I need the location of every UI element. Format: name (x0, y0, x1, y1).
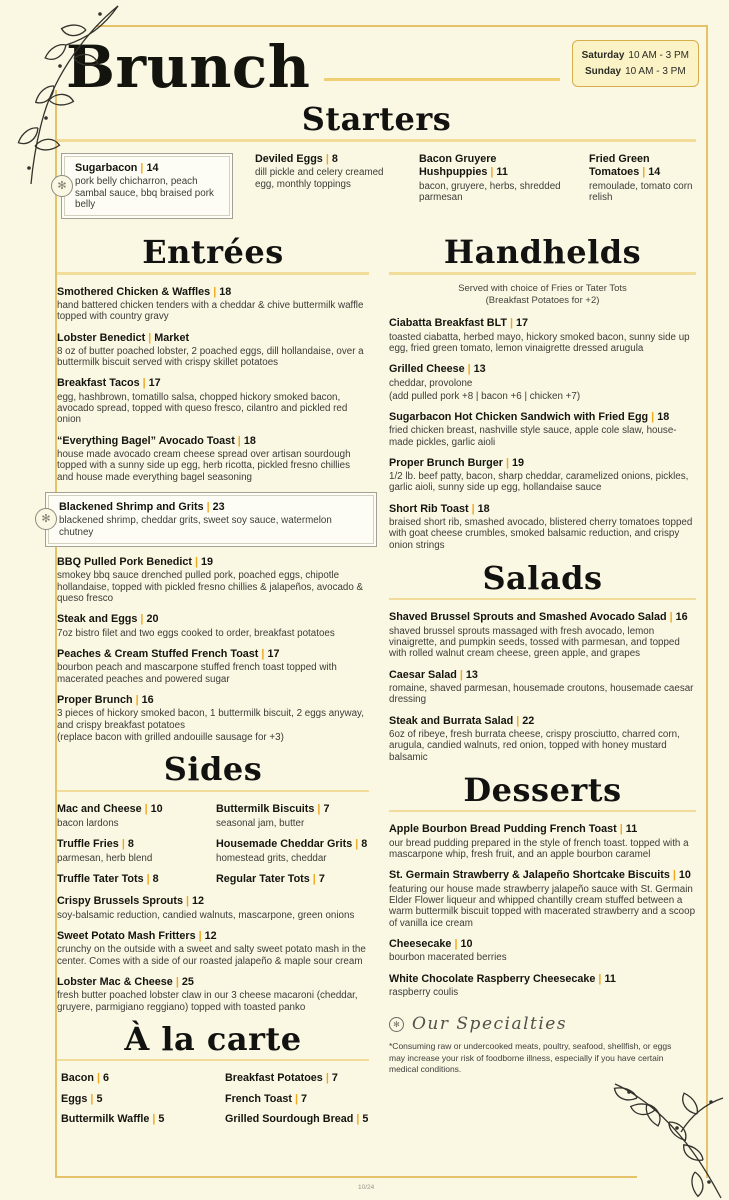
item-name: Sugarbacon (75, 161, 138, 174)
page-title: Brunch (66, 33, 311, 101)
item-name: Ciabatta Breakfast BLT (389, 317, 507, 330)
item-description: bourbon macerated berries (389, 952, 507, 964)
menu-item (216, 803, 369, 829)
item-name-line (57, 435, 369, 448)
item-name: BBQ Pulled Pork Benedict (57, 555, 192, 568)
price-separator: | (135, 693, 139, 706)
menu-item (389, 938, 696, 964)
item-name-line (61, 1113, 211, 1126)
item-description: 6oz of ribeye, fresh burrata cheese, crispy prosciutto, charred corn, arugula, candied walnuts, red onion, topped with honey mustard balsamic (389, 729, 680, 763)
item-description: crunchy on the outside with a sweet and salty sweet potato mash in the center. Comes with a side of our roasted jalapeño & maple sour cream (57, 944, 366, 967)
menu-item (57, 613, 369, 639)
section-title-starters: Starters (301, 100, 452, 138)
price-separator: | (237, 434, 241, 447)
item-name: French Toast (225, 1092, 292, 1105)
price-separator: | (459, 668, 463, 681)
item-price: 11 (496, 165, 508, 178)
menu-item (389, 669, 696, 706)
price-separator: | (140, 612, 144, 625)
item-name: Deviled Eggs (255, 152, 323, 165)
price-separator: | (146, 872, 150, 885)
item-name-line (389, 503, 696, 516)
item-name: Blackened Shrimp and Grits (59, 500, 204, 513)
section-sides (57, 752, 369, 1012)
item-name-line (216, 803, 369, 816)
menu-item (389, 611, 696, 659)
price-separator: | (598, 972, 602, 985)
price-separator: | (317, 803, 321, 816)
section-sides-head (57, 752, 369, 792)
item-name: Crispy Brussels Sprouts (57, 894, 184, 907)
price-separator: | (206, 500, 210, 513)
section-salads (389, 558, 696, 763)
item-price: 23 (212, 500, 225, 513)
item-name-line (57, 613, 369, 626)
right-column (389, 229, 696, 1133)
item-name-line (589, 153, 711, 179)
menu-item (61, 1113, 211, 1126)
menu-item (389, 869, 696, 928)
item-price: 5 (158, 1112, 165, 1125)
section-title-handhelds: Handhelds (443, 232, 642, 271)
item-description: 3 pieces of hickory smoked bacon, 1 buttermilk biscuit, 2 eggs anyway, and crispy breakfast potatoes (57, 708, 364, 731)
item-name: “Everything Bagel” Avocado Toast (57, 434, 235, 447)
item-name: Cheesecake (389, 937, 452, 950)
gold-rule (57, 272, 369, 275)
section-starters (57, 102, 696, 219)
item-description: egg, hashbrown, tomatillo salsa, chopped hickory smoked bacon, avocado spread, topped with queso fresco, cilantro and pickled red onion (57, 392, 348, 426)
item-name-line (389, 411, 696, 424)
item-description: fried chicken breast, nashville style sauce, apple cole slaw, house-made pickles, garlic aioli (389, 425, 677, 448)
consumer-advisory: *Consuming raw or undercooked meats, poultry, seafood, shellfish, or eggs may increase your risk of foodborne illness, especially if you have certain medical conditions. (389, 1041, 672, 1075)
item-description: shaved brussel sprouts massaged with fresh avocado, lemon vinaigrette, and pumpkin seeds, tossed with parmesan, and topped with rolled walnut cream cheese, green apple, and grapes (389, 626, 680, 660)
frame-top-line (96, 25, 708, 27)
item-name-line (61, 1072, 211, 1085)
menu-header (66, 33, 699, 101)
item-name: Proper Brunch (57, 693, 133, 706)
item-name: Sweet Potato Mash Fritters (57, 929, 196, 942)
item-name: Lobster Mac & Cheese (57, 975, 173, 988)
item-price: 7 (331, 1072, 338, 1085)
item-name-line (57, 648, 369, 661)
item-price: 12 (192, 894, 205, 907)
menu-item (57, 895, 369, 921)
menu-item (57, 377, 369, 425)
item-price: 17 (516, 317, 529, 330)
section-handhelds-head (389, 232, 696, 275)
branch-decoration-icon (611, 1072, 729, 1200)
item-price: 7 (301, 1092, 308, 1105)
item-description: cheddar, provolone (389, 377, 473, 389)
item-description-note: (add pulled pork +8 | bacon +6 | chicken +7) (389, 390, 581, 402)
price-separator: | (454, 937, 458, 950)
item-price: 12 (204, 929, 217, 942)
item-description: hand battered chicken tenders with a cheddar & chive buttermilk waffle topped with country gravy (57, 300, 364, 323)
item-name-line (216, 838, 369, 851)
item-name: Breakfast Potatoes (225, 1072, 323, 1085)
price-separator: | (471, 502, 475, 515)
price-separator: | (312, 872, 316, 885)
item-price: 20 (146, 612, 159, 625)
price-separator: | (356, 1112, 360, 1125)
item-description: 8 oz of butter poached lobster, 2 poached eggs, dill hollandaise, over a buttermilk biscuit served with crispy skillet potatoes (57, 346, 364, 369)
item-name: Steak and Eggs (57, 612, 138, 625)
section-title-entrees: Entrées (142, 232, 284, 271)
section-starters-head (57, 102, 696, 142)
menu-item (57, 556, 369, 604)
item-price: 19 (201, 555, 214, 568)
specialty-starburst-icon: ✻ (35, 508, 57, 530)
price-separator: | (651, 410, 655, 423)
item-description: seasonal jam, butter (216, 817, 305, 829)
gold-rule (57, 139, 696, 142)
item-name-line (75, 162, 222, 175)
item-name: Apple Bourbon Bread Pudding French Toast (389, 823, 617, 836)
item-price: 14 (146, 161, 159, 174)
item-description-note: (replace bacon with grilled andouille sausage for +3) (57, 732, 284, 744)
hours-line (582, 48, 689, 64)
menu-item (389, 973, 696, 999)
item-name: Housemade Cheddar Grits (216, 837, 353, 850)
hours-time: 10 AM - 3 PM (625, 65, 686, 77)
item-description: dill pickle and celery creamed egg, monthly toppings (255, 167, 384, 190)
item-price: 5 (96, 1092, 103, 1105)
alacarte-columns (57, 1072, 369, 1133)
item-name-line (389, 938, 696, 951)
item-description: braised short rib, smashed avocado, blistered cherry tomatoes topped with goat cheese crumbles, smoked balsamic reduction, and crispy onion strings (389, 517, 693, 551)
section-entrees-head (57, 232, 369, 275)
price-separator: | (325, 152, 329, 165)
item-price: 10 (678, 869, 691, 882)
menu-item (61, 1072, 211, 1085)
section-alacarte (57, 1019, 369, 1133)
starters-items (57, 153, 696, 219)
item-name-line (389, 715, 696, 728)
item-name: Buttermilk Waffle (61, 1112, 150, 1125)
item-description: remoulade, tomato corn relish (589, 180, 693, 203)
menu-item (589, 153, 711, 203)
item-price: 8 (127, 837, 134, 850)
item-description: homestead grits, cheddar (216, 852, 327, 864)
item-price: 25 (181, 975, 194, 988)
price-separator: | (175, 975, 179, 988)
item-price: 17 (148, 377, 161, 390)
menu-item (389, 363, 696, 401)
item-description: 7oz bistro filet and two eggs cooked to order, breakfast potatoes (57, 627, 335, 639)
item-description: soy-balsamic reduction, candied walnuts, mascarpone, green onions (57, 909, 355, 921)
item-description: toasted ciabatta, herbed mayo, hickory smoked bacon, sunny side up egg, fried green tomato, lemon vinaigrette dressed arugula (389, 331, 690, 355)
item-name: Truffle Fries (57, 837, 119, 850)
item-name: Regular Tater Tots (216, 872, 310, 885)
menu-item (225, 1093, 368, 1106)
item-description: romaine, shaved parmesan, housemade croutons, housemade caesar dressing (389, 683, 694, 706)
specialty-starburst-icon: ✻ (389, 1017, 404, 1032)
item-name: Bacon Gruyere Hushpuppies (419, 152, 497, 178)
item-price: 16 (675, 611, 688, 624)
item-price: 10 (460, 937, 473, 950)
item-name-line (57, 556, 369, 569)
title-gold-rule (324, 78, 559, 81)
price-separator: | (213, 285, 217, 298)
item-name-line (389, 457, 696, 470)
menu-item (57, 976, 369, 1013)
item-price: 13 (473, 363, 486, 376)
specialty-starburst-icon: ✻ (51, 175, 73, 197)
item-price: 8 (331, 152, 338, 165)
entrees-items (41, 285, 369, 744)
item-name-line (61, 1093, 211, 1106)
item-description: our bread pudding prepared in the style of french toast. topped with a mascarpone whip, fresh fruit, and an apple bourbon caramel (389, 838, 689, 861)
menu-item (57, 332, 369, 369)
item-name-line (389, 869, 696, 882)
item-name-line (57, 286, 369, 299)
section-handhelds (389, 232, 696, 551)
menu-item (216, 873, 369, 886)
menu-item (57, 694, 369, 744)
item-description: 1/2 lb. beef patty, bacon, sharp cheddar, caramelized onions, pickles, garlic aioli, sunny side up egg, hollandaise sauce (389, 471, 689, 494)
item-name: Grilled Cheese (389, 363, 465, 376)
item-price: 11 (604, 972, 616, 985)
item-description: fresh butter poached lobster claw in our 3 cheese macaroni (cheddar, gruyere, parmigiano reggiano) topped with toasted panko (57, 990, 358, 1013)
menu-item (389, 457, 696, 494)
item-price: 14 (648, 165, 661, 178)
item-name: Sugarbacon Hot Chicken Sandwich with Fried Egg (389, 410, 649, 423)
menu-item (57, 435, 369, 483)
price-separator: | (198, 929, 202, 942)
alacarte-col2 (225, 1072, 368, 1133)
price-separator: | (295, 1092, 299, 1105)
item-name: Steak and Burrata Salad (389, 714, 514, 727)
item-price: 7 (318, 872, 325, 885)
item-price: 7 (323, 803, 330, 816)
menu-item (389, 503, 696, 551)
item-name-line (57, 976, 369, 989)
item-name-line (389, 669, 696, 682)
menu-item (389, 317, 696, 354)
desserts-items (389, 823, 696, 998)
menu-item (225, 1113, 368, 1126)
item-name-line (225, 1113, 368, 1126)
menu-item (57, 648, 369, 685)
item-name: Breakfast Tacos (57, 377, 140, 390)
item-description: bacon, gruyere, herbs, shredded parmesan (419, 180, 561, 203)
item-name: Bacon (61, 1072, 94, 1085)
item-name: White Chocolate Raspberry Cheesecake (389, 972, 596, 985)
item-price: 17 (267, 647, 280, 660)
item-description: bacon lardons (57, 817, 119, 829)
price-separator: | (669, 611, 673, 624)
gold-rule (389, 810, 696, 813)
menu-item (216, 838, 369, 864)
item-price: 10 (150, 803, 163, 816)
handhelds-note (389, 283, 696, 308)
section-title-desserts: Desserts (463, 770, 622, 809)
item-name: Mac and Cheese (57, 803, 142, 816)
item-name-line (57, 803, 204, 816)
price-separator: | (121, 837, 125, 850)
sides-full-items (57, 895, 369, 1013)
price-separator: | (505, 456, 510, 469)
menu-item (57, 930, 369, 967)
price-separator: | (642, 165, 646, 178)
section-desserts-head (389, 770, 696, 813)
price-separator: | (325, 1072, 329, 1085)
item-name: Buttermilk Biscuits (216, 803, 315, 816)
item-name-line (389, 363, 696, 376)
section-title-alacarte: À la carte (124, 1019, 302, 1058)
hours-day: Saturday (581, 50, 625, 61)
section-title-sides: Sides (163, 750, 263, 789)
item-name-line (216, 873, 369, 886)
item-description: smokey bbq sauce drenched pulled pork, poached eggs, chipotle hollandaise, topped with pickled fresno chillies & jalapeños, avocado & queso fresco (57, 570, 364, 604)
item-name: Lobster Benedict (57, 331, 146, 344)
menu-item (61, 1093, 211, 1106)
menu-item (57, 153, 233, 219)
price-separator: | (355, 837, 359, 850)
handhelds-note-line2: (Breakfast Potatoes for +2) (485, 294, 600, 306)
price-separator: | (148, 331, 152, 344)
hours-line (582, 64, 689, 80)
section-entrees (41, 232, 369, 744)
menu-item (255, 153, 397, 190)
item-name-line (59, 501, 366, 514)
price-separator: | (144, 803, 148, 816)
item-price: 19 (512, 456, 525, 469)
item-price: 18 (219, 285, 232, 298)
price-separator: | (186, 894, 190, 907)
item-description: blackened shrimp, cheddar grits, sweet soy sauce, watermelon chutney (59, 515, 332, 538)
item-price: Market (154, 331, 190, 344)
item-price: 22 (522, 714, 535, 727)
item-description: house made avocado cream cheese spread over artisan sourdough topped with a sunny side up egg, herb ricotta, pickled fresno chillies and house made everything bagel seasoning (57, 449, 351, 483)
price-separator: | (490, 165, 494, 178)
specialties-label: Our Specialties (412, 1014, 568, 1035)
item-price: 13 (465, 668, 478, 681)
menu-item (389, 411, 696, 448)
item-name: Truffle Tater Tots (57, 872, 144, 885)
price-separator: | (510, 317, 514, 330)
item-name-line (57, 838, 204, 851)
hours-time: 10 AM - 3 PM (628, 50, 689, 61)
item-name-line (389, 973, 696, 986)
sides-grid-items (57, 803, 369, 895)
section-alacarte-head (57, 1019, 369, 1062)
left-column (41, 229, 369, 1133)
frame-bottom-line (55, 1176, 637, 1178)
item-name: Fried Green Tomatoes (589, 152, 650, 178)
item-price: 8 (361, 837, 368, 850)
item-name-line (57, 930, 369, 943)
menu-item (57, 803, 204, 829)
item-price: 11 (625, 823, 638, 836)
item-price: 18 (243, 434, 256, 447)
price-separator: | (195, 555, 199, 568)
item-name-line (57, 694, 369, 707)
item-name: Grilled Sourdough Bread (225, 1112, 354, 1125)
section-title-salads: Salads (482, 558, 603, 597)
item-name-line (225, 1093, 368, 1106)
menu-item (57, 286, 369, 323)
gold-rule (389, 272, 696, 275)
item-name-line (255, 153, 397, 166)
item-price: 18 (477, 502, 490, 515)
specialties-legend (389, 1014, 696, 1034)
item-name-line (389, 317, 696, 330)
item-name-line (419, 153, 567, 179)
item-description: featuring our house made strawberry jalapeño sauce with St. Germain Elder Flower liqueur and whipped chantilly cream stuffed between a warm buttermilk biscuit topped with macerated strawberry and a scoop of vanilla ice cream (389, 884, 696, 929)
price-separator: | (261, 647, 265, 660)
price-separator: | (672, 869, 676, 882)
handhelds-note-line1: Served with choice of Fries or Tater Tots (458, 282, 627, 294)
item-name: Peaches & Cream Stuffed French Toast (57, 647, 259, 660)
gold-rule (57, 790, 369, 793)
menu-item (225, 1072, 368, 1085)
salads-items (389, 611, 696, 762)
item-name: Smothered Chicken & Waffles (57, 285, 211, 298)
item-price: 16 (141, 693, 154, 706)
price-separator: | (97, 1072, 101, 1085)
gold-rule (57, 1059, 369, 1062)
item-price: 8 (152, 872, 159, 885)
item-name-line (57, 377, 369, 390)
price-separator: | (140, 161, 144, 174)
item-price: 5 (362, 1112, 369, 1125)
hours-badge (572, 40, 699, 87)
price-separator: | (619, 823, 623, 836)
menu-item (419, 153, 567, 203)
menu-columns (41, 229, 696, 1133)
item-name: Proper Brunch Burger (389, 456, 503, 469)
price-separator: | (467, 363, 471, 376)
menu-item (389, 823, 696, 860)
item-name-line (57, 332, 369, 345)
alacarte-col1 (61, 1072, 211, 1133)
menu-item (41, 492, 377, 547)
item-name-line (57, 895, 369, 908)
handhelds-items (389, 317, 696, 551)
item-name-line (389, 611, 696, 624)
item-description: pork belly chicharron, peach sambal sauce, bbq braised pork belly (75, 176, 214, 210)
menu-item (57, 873, 204, 886)
item-name: Eggs (61, 1092, 88, 1105)
menu-item (389, 715, 696, 763)
section-salads-head (389, 558, 696, 601)
item-description: raspberry coulis (389, 987, 459, 999)
item-name-line (389, 823, 696, 836)
item-name-line (225, 1072, 368, 1085)
item-name: Shaved Brussel Sprouts and Smashed Avocado Salad (389, 611, 667, 624)
item-name: Short Rib Toast (389, 502, 469, 515)
item-name-line (57, 873, 204, 886)
price-separator: | (90, 1092, 94, 1105)
price-separator: | (142, 377, 146, 390)
item-name: St. Germain Strawberry & Jalapeño Shortcake Biscuits (389, 869, 670, 882)
print-code: 10/24 (358, 1184, 375, 1191)
gold-rule (389, 598, 696, 601)
menu-item (57, 838, 204, 864)
item-name: Caesar Salad (389, 668, 457, 681)
item-description: bourbon peach and mascarpone stuffed french toast topped with macerated peaches and powered sugar (57, 662, 337, 685)
item-description: parmesan, herb blend (57, 852, 153, 864)
item-price: 6 (103, 1072, 110, 1085)
price-separator: | (152, 1112, 156, 1125)
price-separator: | (516, 714, 520, 727)
item-price: 18 (657, 410, 670, 423)
section-desserts (389, 770, 696, 999)
hours-day: Sunday (584, 65, 622, 77)
